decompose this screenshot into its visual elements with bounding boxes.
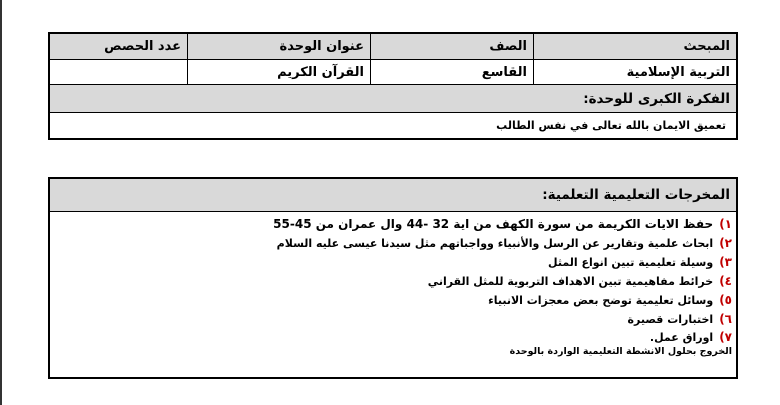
outcomes-box (48, 177, 738, 379)
outcome-number: ٥) (719, 293, 732, 307)
outcome-number: ٣) (719, 255, 732, 269)
outcome-number: ٧) (719, 330, 732, 344)
outcome-text: اوراق عمل. (649, 331, 714, 344)
subject-header: المبحث (534, 33, 738, 60)
periods-value (49, 60, 188, 85)
big-idea-title: الفكرة الكبرى للوحدة: (49, 85, 737, 113)
outcomes-footer: الخروج بحلول الانشطة التعليمية الواردة بالوحدة (509, 346, 732, 357)
unit-title-value: القرآن الكريم (188, 60, 371, 85)
page-left-edge (0, 0, 2, 405)
header-row (49, 33, 737, 60)
outcome-item (50, 253, 732, 272)
unit-title-header: عنوان الوحدة (188, 33, 371, 60)
subject-value: التربية الإسلامية (534, 60, 738, 85)
outcome-item (50, 234, 732, 253)
outcomes-title: المخرجات التعليمية التعلمية: (50, 179, 736, 212)
outcome-text: خرائط مفاهيمية تبين الاهداف التربوية للمثل القراني (427, 275, 714, 288)
grade-header: الصف (371, 33, 534, 60)
big-idea-title-row (49, 85, 737, 113)
outcome-number: ٤) (719, 274, 732, 288)
unit-info-table (48, 32, 738, 140)
outcome-text: اختبارات قصيرة (627, 313, 714, 326)
outcome-text: ابحاث علمية وتقارير عن الرسل والأنبياء وواجباتهم مثل سيدنا عيسى عليه السلام (276, 237, 714, 250)
outcome-text: حفظ الايات الكريمة من سورة الكهف من اية 32 -44 وال عمران من 45-55 (273, 217, 714, 231)
big-idea-text: تعميق الايمان بالله تعالى في نفس الطالب (49, 113, 737, 140)
outcome-text: وسيلة تعليمية تبين انواع المثل (548, 256, 714, 269)
periods-header: عدد الحصص (49, 33, 188, 60)
outcome-item (50, 272, 732, 291)
values-row (49, 60, 737, 85)
outcome-item (50, 329, 732, 345)
outcome-text: وسائل تعليمية توضح بعض معجزات الانبياء (488, 294, 714, 307)
outcome-item (50, 215, 732, 234)
outcome-item (50, 291, 732, 310)
outcome-number: ٢) (719, 236, 732, 250)
outcome-number: ٦) (719, 312, 732, 326)
grade-value: القاسع (371, 60, 534, 85)
outcomes-list (50, 212, 736, 345)
outcome-item (50, 310, 732, 329)
outcome-number: ١) (719, 217, 732, 231)
big-idea-row (49, 113, 737, 140)
